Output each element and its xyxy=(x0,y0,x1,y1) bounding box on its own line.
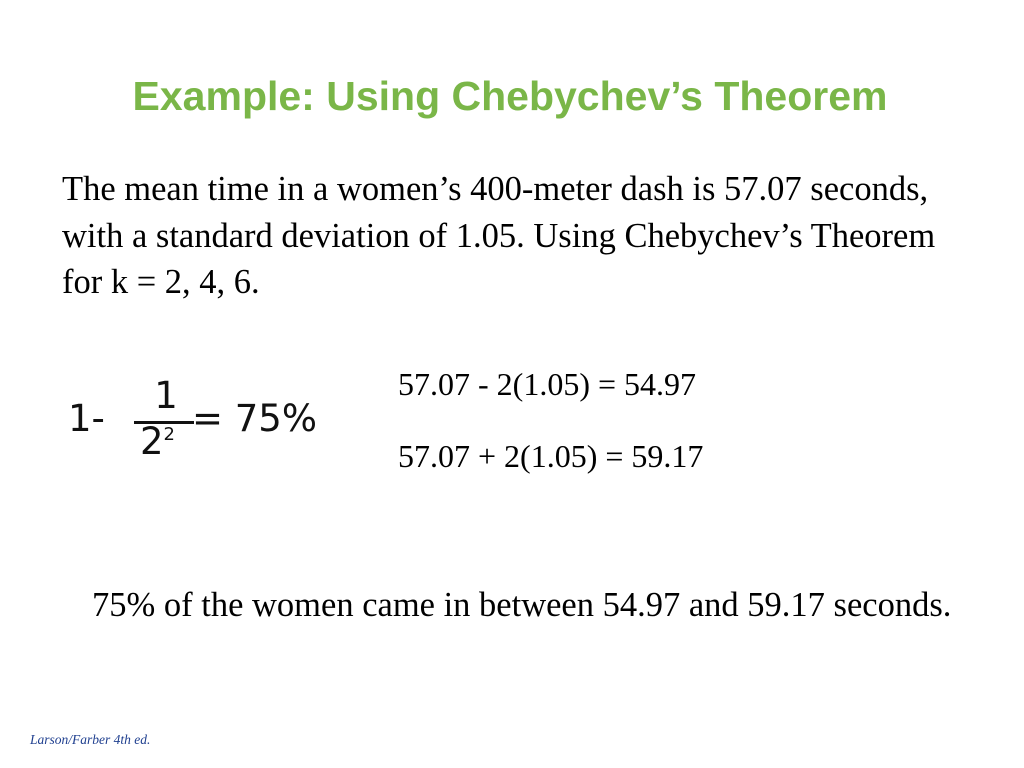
denominator-base: 2 xyxy=(140,420,164,463)
formula-numerator: 1 xyxy=(154,374,178,417)
footer-credit: Larson/Farber 4th ed. xyxy=(30,732,151,747)
denominator-exponent: 2 xyxy=(163,424,175,445)
problem-statement: The mean time in a women’s 400-meter dash is 57.07 seconds, with a standard deviation of 1.05. Using Chebychev’s Theorem for k = 2, 4, 6. xyxy=(62,170,936,301)
slide-title: Example: Using Chebychev’s Theorem xyxy=(132,73,888,119)
conclusion-text: 75% of the women came in between 54.97 and 59.17 seconds. xyxy=(92,586,952,624)
lower-bound-calculation: 57.07 - 2(1.05) = 54.97 xyxy=(398,366,697,402)
formula-result: = 75% xyxy=(192,397,318,440)
formula-prefix: 1- xyxy=(68,397,105,440)
chebychev-formula xyxy=(68,374,328,470)
formula-denominator xyxy=(140,420,175,464)
upper-bound-calculation: 57.07 + 2(1.05) = 59.17 xyxy=(398,438,704,474)
